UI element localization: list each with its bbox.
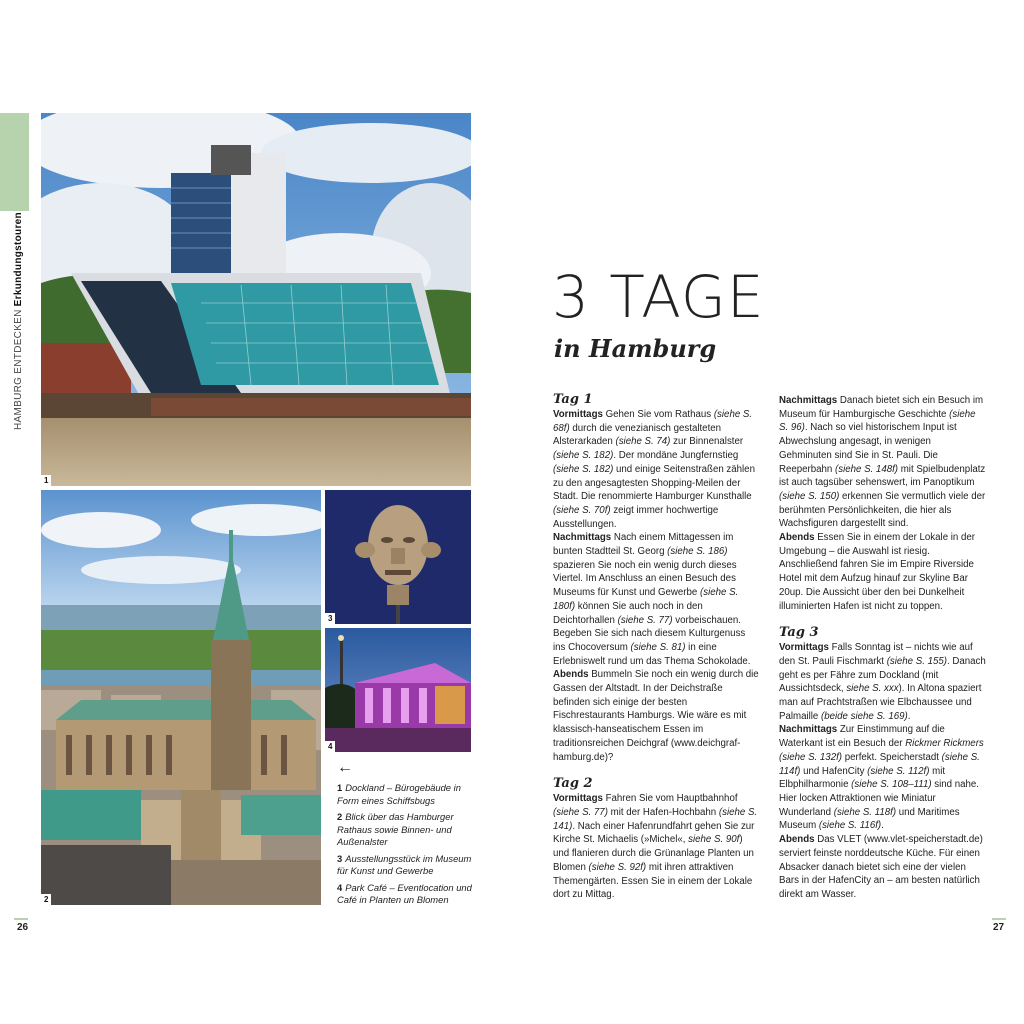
paragraph-text: mit Elbphilharmonie: [779, 765, 946, 791]
paragraph-text: Gehen Sie vom Rathaus: [602, 409, 714, 420]
time-of-day-label: Abends: [779, 532, 815, 544]
paragraph-text: Danach bietet sich ein Besuch im Museum für Hamburgische Geschichte: [779, 395, 984, 420]
photo-dockland: [41, 113, 471, 486]
page-reference: (siehe S. 186): [667, 546, 728, 558]
page-reference: (siehe S. 74): [615, 436, 671, 448]
day-paragraph: [779, 723, 986, 833]
page-reference: (siehe S. 77): [617, 614, 673, 626]
side-label-part1: HAMBURG ENTDECKEN: [13, 309, 24, 430]
paragraph-text: spazieren Sie noch ein wenig durch dieses Viertel. Im Anschluss an einen Besuch des Museums für Kunst und Gewerbe: [553, 559, 737, 599]
paragraph-text: mit Spielbudenplatz ist auch tagsüber sehenswert, im Panoptikum: [779, 463, 986, 489]
section-side-label: [13, 212, 24, 430]
time-of-day-label: Nachmittags: [779, 395, 838, 406]
photo-captions: [337, 760, 477, 911]
page-reference: (siehe S. 182): [553, 463, 614, 475]
paragraph-text: zeigt immer hochwertige Ausstellungen.: [553, 504, 719, 530]
time-of-day-label: Vormittags: [553, 409, 603, 420]
page-reference: siehe S. 90f: [688, 834, 740, 846]
page-reference: (siehe S. 92f): [588, 861, 647, 873]
day-paragraph: [779, 394, 986, 531]
day-heading: Tag 1: [553, 392, 593, 407]
day-paragraph: [553, 668, 760, 764]
page-title: 3 TAGE: [552, 263, 765, 331]
paragraph-text: durch die venezianisch gestalteten Alsterarkaden: [553, 422, 722, 448]
paragraph-text: .: [881, 820, 884, 832]
caption-text: Ausstellungsstück im Museum für Kunst und Gewerbe: [337, 852, 472, 876]
caption-text: Park Café – Eventlocation und Café in Planten un Blomen: [337, 881, 472, 905]
page-reference: (siehe S. 155): [886, 655, 947, 667]
paragraph-text: perfekt. Speicherstadt: [842, 751, 942, 763]
page-subtitle: in Hamburg: [554, 334, 717, 363]
caption-number: 2: [337, 811, 343, 822]
page-reference: (siehe S. 114f): [779, 751, 980, 777]
paragraph-text: und HafenCity: [800, 765, 868, 777]
page-reference: (siehe S. 70f): [553, 504, 611, 516]
text-column-right: [779, 394, 986, 902]
photo-number-3: 3: [325, 613, 335, 624]
page-reference: (siehe S. 68f): [553, 409, 753, 434]
day-paragraph: [779, 531, 986, 613]
page-reference: (siehe S. 148f): [835, 463, 899, 475]
page-reference: (siehe S. 112f): [867, 765, 930, 777]
caption-number: 1: [337, 782, 343, 793]
paragraph-text: ) und flanieren durch die Grünanlage Planten un Blomen: [553, 834, 754, 873]
day-paragraph: [553, 531, 760, 668]
page-number-rule-left: [14, 918, 28, 920]
paragraph-text: vorbeischauen. Begeben Sie sich nach diesem Kulturgenuss ins Chocoversum: [553, 614, 746, 653]
photo-number-4: 4: [325, 741, 335, 752]
page-reference: (siehe S. 81): [630, 641, 686, 653]
page-reference: (siehe S. 180f): [553, 587, 739, 612]
paragraph-text: mit ihren attraktiven Themengärten. Essen Sie in einem der Lokale dort zu Mittag.: [553, 861, 753, 901]
paragraph-text: . Nach so viel historischem Input ist Abwechslung angesagt, in wenigen Gehminuten sind Sie in St. Pauli. Die Reeperbahn: [779, 422, 957, 475]
paragraph-text: in eine Erlebniswelt rund um das Thema Schokolade.: [553, 641, 751, 667]
paragraph-text: zur Binnenalster: [670, 436, 744, 448]
paragraph-text: Fahren Sie vom Hauptbahnhof: [602, 793, 738, 805]
paragraph-text: können Sie auch noch in den Deichtorhallen: [553, 600, 703, 626]
paragraph-text: Das VLET (www.vlet-speicherstadt.de) serviert feinste norddeutsche Küche. Für einen Absacker danach bietet sich eine der vielen Bars in der HafenCity an – am besten natürlich direkt am Wasser.: [779, 834, 983, 900]
caption-item: [337, 882, 477, 907]
paragraph-text: und einige Seitenstraßen zählen zu den angesagtesten Shopping-Meilen der Stadt. Die renommierte Hamburger Kunsthalle: [553, 463, 755, 503]
page-reference: (siehe S. 118f): [833, 806, 897, 818]
side-label-part2: Erkundungstouren: [13, 212, 24, 307]
page-reference: Rickmer Rickmers (siehe S. 132f): [779, 738, 984, 763]
day-paragraph: [553, 792, 760, 902]
caption-item: [337, 811, 477, 849]
arrow-left-icon: ←: [337, 759, 353, 776]
page-number-right: 27: [993, 922, 1005, 933]
day-paragraph: [779, 833, 986, 902]
page-number-left: 26: [17, 922, 29, 933]
paragraph-text: . Nach einer Hafenrundfahrt gehen Sie zur Kirche St. Michaelis (»Michel«,: [553, 820, 755, 846]
day-heading: Tag 3: [779, 625, 819, 641]
page-reference: (siehe S. 141): [553, 806, 758, 832]
paragraph-text: erkennen Sie vermutlich viele der berühmten Persönlichkeiten, die hier als Wachsfiguren dargestellt sind.: [779, 490, 986, 530]
day-paragraph: [553, 408, 760, 531]
page-reference: siehe S. xxx: [846, 683, 899, 695]
page-reference: (siehe S. 108–111): [851, 779, 932, 791]
section-color-tab: [0, 113, 29, 211]
page-reference: (siehe S. 150): [779, 490, 840, 502]
time-of-day-label: Nachmittags: [553, 532, 612, 544]
time-of-day-label: Vormittags: [779, 642, 829, 654]
paragraph-text: und Maritimes Museum: [779, 806, 960, 832]
photo-rathaus: [41, 490, 321, 905]
paragraph-text: Nach einem Mittagessen im bunten Stadtteil St. Georg: [553, 532, 734, 558]
page-reference: (siehe S. 77): [553, 806, 608, 818]
photo-sculpture: [325, 490, 471, 624]
page-number-rule-right: [992, 918, 1006, 920]
day-paragraph: [779, 641, 986, 723]
photo-number-2: 2: [41, 894, 51, 905]
time-of-day-label: Vormittags: [553, 793, 603, 805]
paragraph-text: sind nahe. Hier locken Attraktionen wie Miniatur Wunderland: [779, 779, 979, 818]
caption-text: Dockland – Bürogebäude in Form eines Schiffsbugs: [337, 782, 461, 806]
page-reference: (siehe S. 182): [553, 450, 614, 462]
caption-text: Blick über das Hamburger Rathaus sowie Binnen- und Außenalster: [337, 811, 454, 847]
paragraph-text: mit der Hafen-Hochbahn: [607, 806, 719, 818]
paragraph-text: ). In Altona spaziert man auf Prachtstraßen wie Elbchaussee und Palmaille: [779, 683, 982, 722]
caption-item: [337, 782, 477, 807]
caption-item: [337, 853, 477, 878]
day-heading: Tag 2: [553, 776, 593, 792]
caption-number: 3: [337, 852, 343, 864]
paragraph-text: Essen Sie in einem der Lokale in der Umgebung – die Auswahl ist riesig. Anschließend fahren Sie im Empire Riverside Hotel mit dem Aufzug hinauf zur Skyline Bar 20up. Die Aussicht über den bei Dunkelheit illuminierten Hafen ist nicht zu toppen.: [779, 532, 976, 612]
page-reference: (siehe S. 96): [779, 408, 976, 434]
paragraph-text: . Danach geht es per Fähre zum Dockland (mit Aussichtsdeck,: [779, 655, 986, 695]
time-of-day-label: Abends: [779, 834, 815, 846]
caption-number: 4: [337, 881, 343, 893]
paragraph-text: .: [907, 710, 911, 722]
paragraph-text: Zur Einstimmung auf die Waterkant ist ein Besuch der: [779, 724, 945, 750]
text-column-left: [553, 392, 760, 902]
time-of-day-label: Nachmittags: [779, 724, 838, 736]
paragraph-text: . Der mondäne Jungfernstieg: [613, 450, 739, 462]
page-reference: (beide siehe S. 169): [821, 710, 908, 722]
photo-number-1: 1: [41, 475, 51, 486]
paragraph-text: Falls Sonntag ist – nichts wie auf den St. Pauli Fischmarkt: [779, 642, 973, 667]
paragraph-text: Bummeln Sie noch ein wenig durch die Gassen der Altstadt. In der Deichstraße befinden sich einige der besten Fischrestaurants Hamburgs. Wie wäre es mit klassisch-hanseatischem Essen im traditionsreichen Deichgraf (www.deichgraf-hamburg.de)?: [553, 669, 759, 763]
time-of-day-label: Abends: [553, 669, 589, 681]
page-reference: (siehe S. 116f): [818, 820, 882, 832]
photo-park-cafe: [325, 628, 471, 752]
